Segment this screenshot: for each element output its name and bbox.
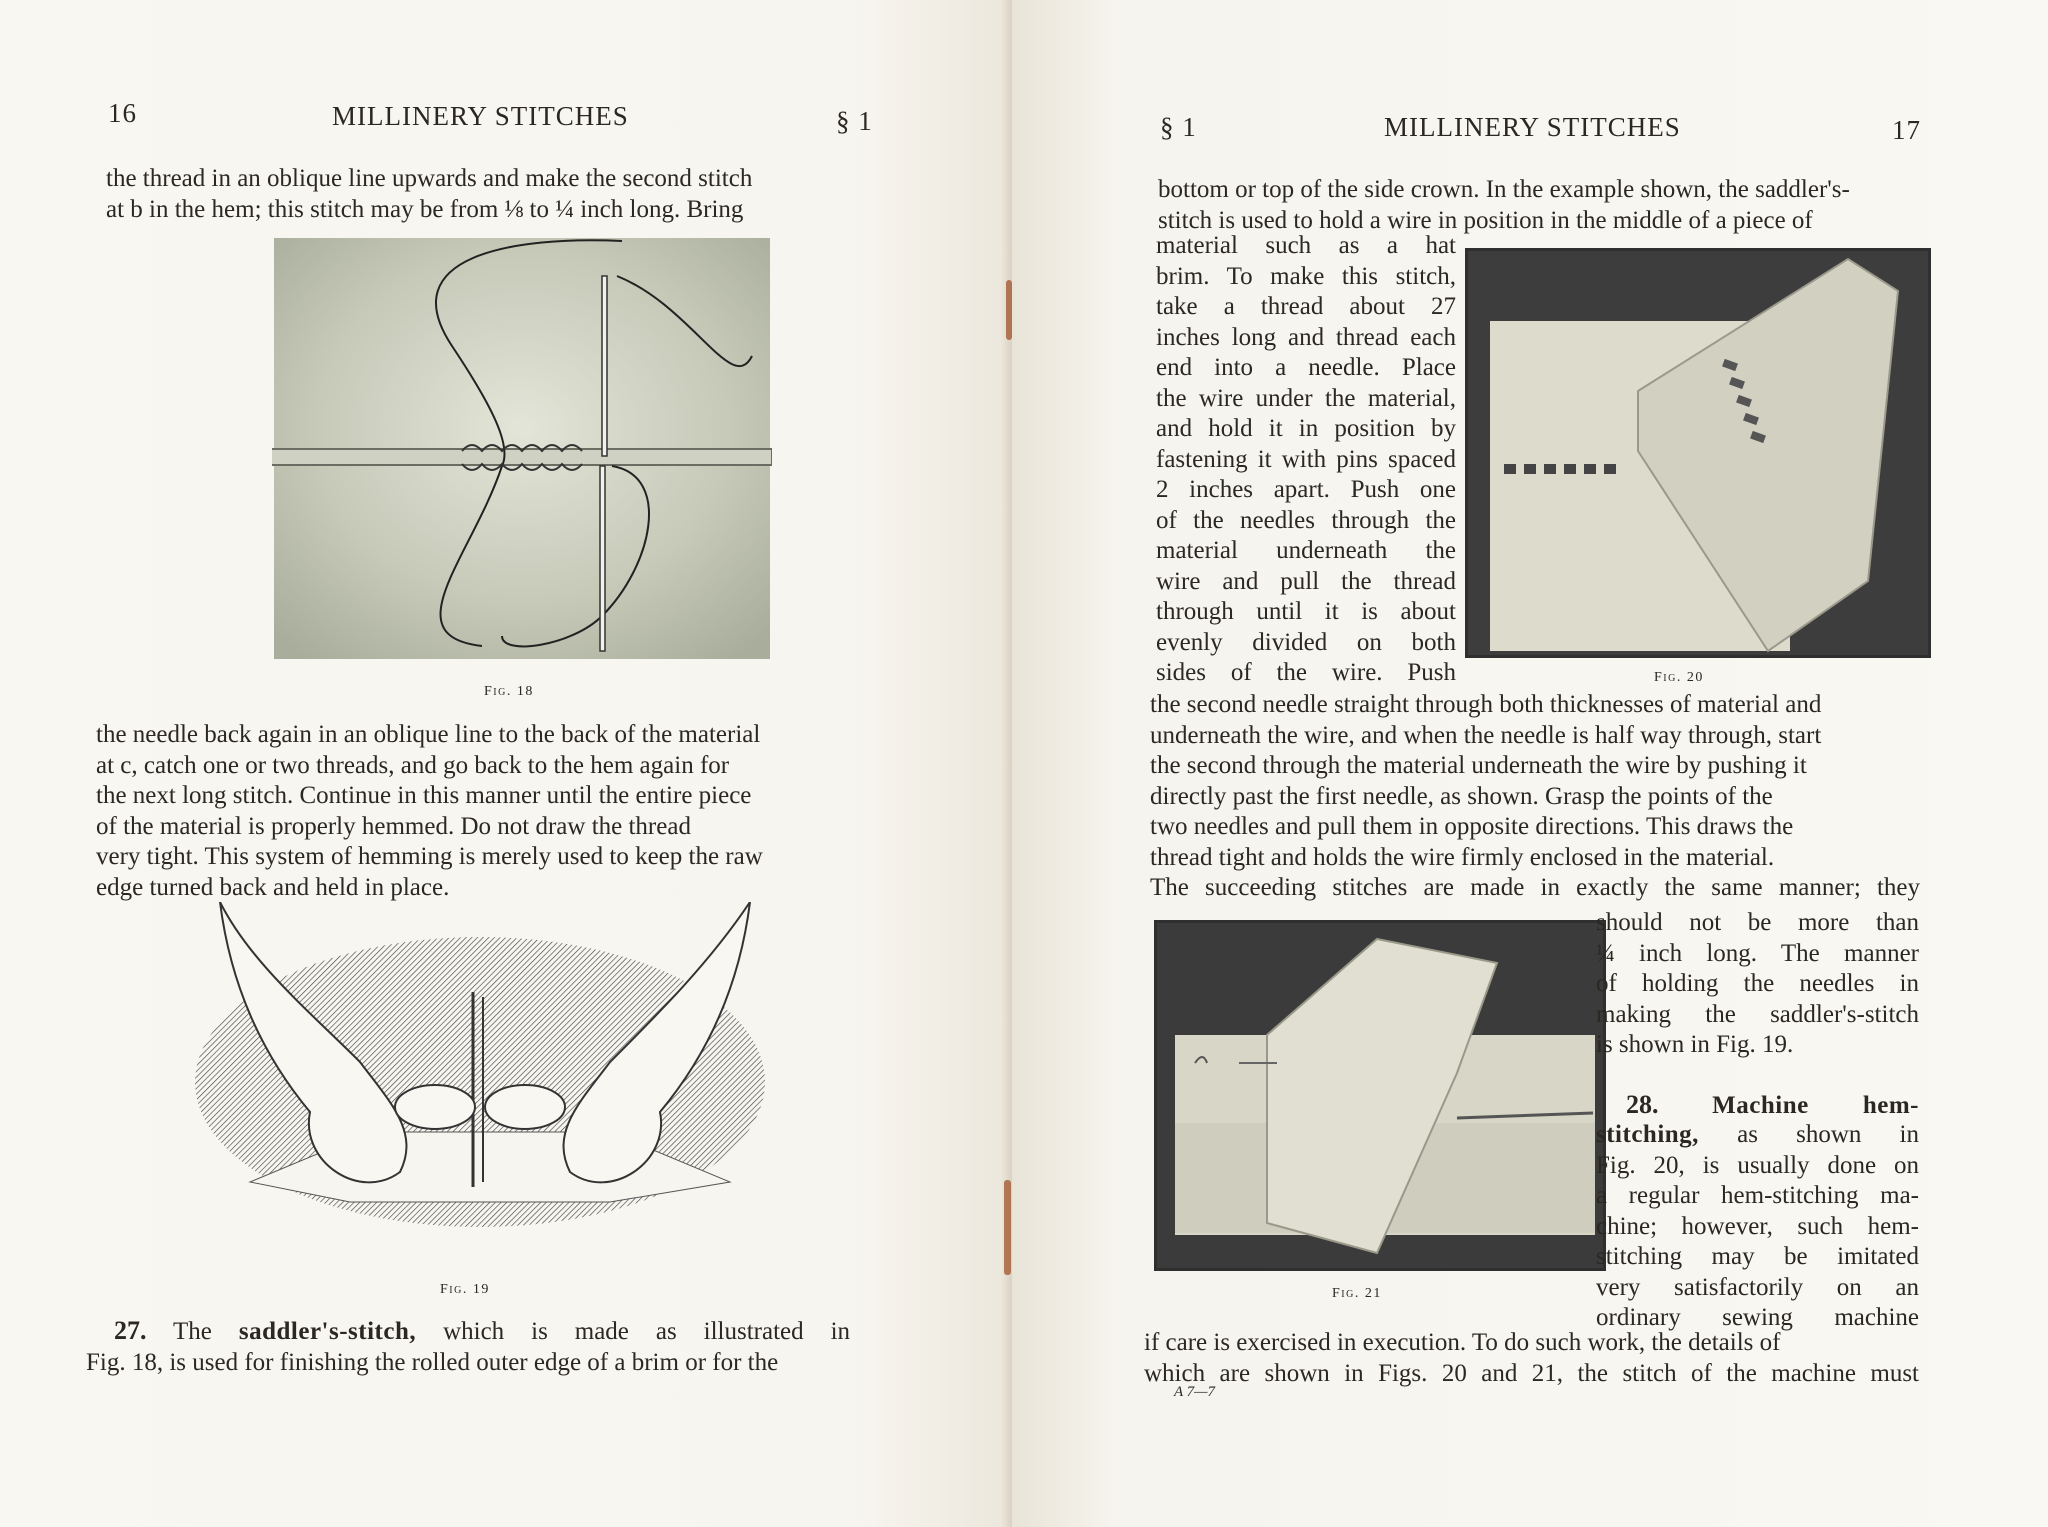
paragraph-28-after-term: as shown in bbox=[1737, 1121, 1919, 1148]
term-stitching: stitching, bbox=[1596, 1121, 1699, 1148]
page-number-left: 16 bbox=[108, 98, 137, 128]
text-line: material such as a hat bbox=[1156, 232, 1456, 259]
text-line: should not be more than bbox=[1596, 909, 1919, 936]
text-line: wire and pull the thread bbox=[1156, 567, 1456, 595]
text-line: the second needle straight through both thicknesses of material and bbox=[1150, 691, 1822, 718]
fig-18-caption: Fig. 18 bbox=[484, 684, 534, 699]
text-line: brim. To make this stitch, bbox=[1156, 262, 1456, 290]
fig-20-hemstitching-photo bbox=[1468, 251, 1928, 655]
term-machine-hem: Machine hem- bbox=[1712, 1092, 1919, 1119]
right-side-column-b bbox=[1596, 1120, 1919, 1334]
fig-19-caption: Fig. 19 bbox=[440, 1282, 490, 1297]
left-middle-text bbox=[96, 720, 858, 903]
right-bottom-text bbox=[1144, 1328, 1919, 1389]
text-line: thread tight and holds the wire firmly enclosed in the material. bbox=[1150, 843, 1775, 871]
text-line: end into a needle. Place bbox=[1156, 354, 1456, 381]
text-line: the second through the material underneath the wire by pushing it bbox=[1150, 752, 1807, 779]
signature-mark: A 7—7 bbox=[1174, 1384, 1215, 1400]
paragraph-number-28: 28. bbox=[1626, 1090, 1659, 1119]
text-line: stitching may be imitated bbox=[1596, 1243, 1919, 1270]
text-line: of holding the needles in bbox=[1596, 970, 1919, 997]
text-line: and hold it in position by bbox=[1156, 415, 1456, 442]
paragraph-28-heading bbox=[1626, 1090, 1919, 1122]
paragraph-27-line-1 bbox=[86, 1316, 850, 1348]
text-line: 2 inches apart. Push one bbox=[1156, 476, 1456, 503]
fig-19-hands-holding-needles bbox=[190, 902, 770, 1232]
text-line: through until it is about bbox=[1156, 598, 1456, 625]
text-line: edge turned back and held in place. bbox=[96, 873, 450, 901]
text-line: of the material is properly hemmed. Do not draw the thread bbox=[96, 812, 691, 840]
text-line: inches long and thread each bbox=[1156, 323, 1456, 351]
text-line: Fig. 20, is usually done on bbox=[1596, 1151, 1919, 1179]
right-full-width-text bbox=[1150, 690, 1920, 904]
left-top-text bbox=[106, 164, 868, 225]
text-line: two needles and pull them in opposite directions. This draws the bbox=[1150, 813, 1794, 840]
text-line: if care is exercised in execution. To do such work, the details of bbox=[1144, 1329, 1781, 1356]
text-line: is shown in Fig. 19. bbox=[1596, 1031, 1794, 1058]
text-line: fastening it with pins spaced bbox=[1156, 445, 1456, 473]
text-line: the needle back again in an oblique line to the back of the material bbox=[96, 721, 761, 748]
text-line: of the needles through the bbox=[1156, 506, 1456, 534]
paragraph-27 bbox=[86, 1316, 850, 1378]
fig-21-machine-stitching-photo bbox=[1157, 923, 1603, 1268]
text-line: Fig. 18, is used for finishing the rolled outer edge of a brim or for the bbox=[86, 1348, 779, 1376]
right-top-text bbox=[1158, 175, 1920, 236]
paragraph-number-27: 27. bbox=[114, 1316, 147, 1345]
text-line: very satisfactorily on an bbox=[1596, 1273, 1919, 1301]
fig-20-photo-frame bbox=[1465, 248, 1931, 658]
text-line: take a thread about 27 bbox=[1156, 293, 1456, 320]
text-line: at b in the hem; this stitch may be from ⅛ to ¼ inch long. Bring bbox=[106, 195, 744, 223]
text-line: the wire under the material, bbox=[1156, 384, 1456, 412]
left-page bbox=[0, 0, 1010, 1527]
text-line: directly past the first needle, as shown. Grasp the points of the bbox=[1150, 782, 1773, 810]
text-line: stitch is used to hold a wire in position in the middle of a piece of bbox=[1158, 206, 1813, 234]
text-line: ordinary sewing machine bbox=[1596, 1304, 1919, 1331]
page-number-right: 17 bbox=[1892, 115, 1921, 145]
paragraph-28-line-2 bbox=[1596, 1120, 1919, 1151]
text-line: which are shown in Figs. 20 and 21, the stitch of the machine must bbox=[1144, 1359, 1919, 1387]
running-head-left: MILLINERY STITCHES bbox=[332, 101, 629, 131]
section-mark-right: § 1 bbox=[1160, 112, 1197, 142]
term-saddlers-stitch: saddler's-stitch, bbox=[238, 1318, 417, 1345]
paragraph-27-rest: which is made as illustrated in bbox=[443, 1318, 851, 1345]
section-mark-left: § 1 bbox=[836, 106, 873, 136]
text-line: underneath the wire, and when the needle is half way through, start bbox=[1150, 721, 1822, 749]
text-line: at c, catch one or two threads, and go back to the hem again for bbox=[96, 751, 730, 779]
text-line: the next long stitch. Continue in this manner until the entire piece bbox=[96, 782, 752, 809]
text-line: chine; however, such hem- bbox=[1596, 1212, 1919, 1240]
text-line: making the saddler's-stitch bbox=[1596, 1000, 1919, 1028]
text-line: sides of the wire. Push bbox=[1156, 659, 1456, 686]
text-line: The succeeding stitches are made in exactly the same manner; they bbox=[1150, 874, 1920, 901]
running-head-right: MILLINERY STITCHES bbox=[1384, 112, 1681, 142]
right-side-column-a bbox=[1596, 908, 1919, 1061]
paragraph-27-lead: The bbox=[173, 1318, 212, 1345]
right-narrow-column bbox=[1156, 231, 1456, 689]
paragraph-28-line-1 bbox=[1626, 1090, 1919, 1122]
text-line: ¼ inch long. The manner bbox=[1596, 939, 1919, 967]
text-line: very tight. This system of hemming is merely used to keep the raw bbox=[96, 843, 763, 870]
text-line: a regular hem-stitching ma- bbox=[1596, 1182, 1919, 1209]
right-page bbox=[1012, 0, 2048, 1527]
fig-21-caption: Fig. 21 bbox=[1332, 1286, 1382, 1301]
text-line: bottom or top of the side crown. In the example shown, the saddler's- bbox=[1158, 176, 1850, 203]
fig-20-caption: Fig. 20 bbox=[1654, 670, 1704, 685]
fig-21-photo-frame bbox=[1154, 920, 1606, 1271]
rust-stain bbox=[1004, 1180, 1011, 1275]
text-line: evenly divided on both bbox=[1156, 628, 1456, 656]
fig-18-wire-stitch-illustration bbox=[272, 236, 772, 661]
text-line: the thread in an oblique line upwards and make the second stitch bbox=[106, 165, 753, 192]
text-line: material underneath the bbox=[1156, 537, 1456, 564]
